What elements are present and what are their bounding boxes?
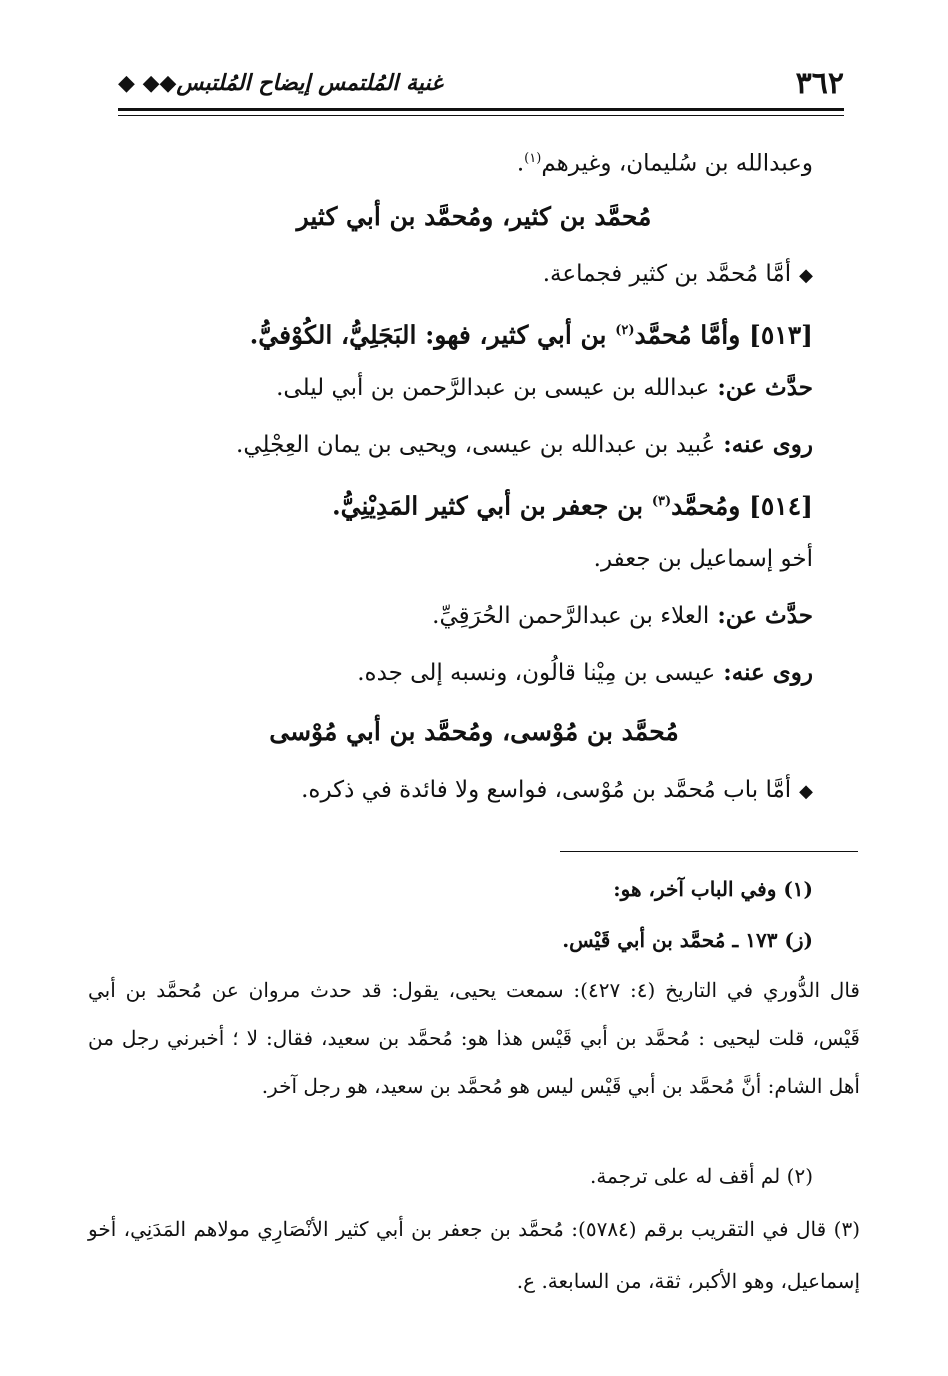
header-rule-thick <box>118 108 844 111</box>
diamond-icon: ◆ <box>799 781 813 802</box>
entry-513-narrated-by: روى عنه: عُبيد بن عبدالله بن عيسى، ويحيى بن يمان العِجْلِي. <box>236 431 813 458</box>
header-rule-thin <box>118 115 844 116</box>
footnote-ref[interactable]: (٣) <box>651 494 672 509</box>
page-number: ٣٦٢ <box>795 66 844 101</box>
footnote-separator <box>560 851 858 852</box>
footnote-3: (٣) قال في التقريب برقم (٥٧٨٤): مُحمَّد بن جعفر بن أبي كثير الأنْصَارِي مولاهم المَدَنِي، أخو إسماعيل، وهو الأكبر، ثقة، من السابعة. ع. <box>88 1217 860 1293</box>
entry-514-note: أخو إسماعيل بن جعفر. <box>593 546 813 572</box>
entry-514-narrated-from: حدَّث عن: العلاء بن عبدالرَّحمن الحُرَقِيِّ. <box>432 602 813 629</box>
section-heading: مُحمَّد بن مُوْسى، ومُحمَّد بن أبي مُوْسى <box>269 717 679 746</box>
bullet-paragraph: ◆أمَّا باب مُحمَّد بن مُوْسى، فواسع ولا فائدة في ذكره. <box>301 777 813 803</box>
entry-title-514: [٥١٤] ومُحمَّد$^{(٣)}$ بن جعفر بن أبي كثير المَدِيْنِيُّ. <box>331 491 813 521</box>
page-header <box>118 62 844 102</box>
footnote-ref[interactable]: (١) <box>524 151 542 166</box>
entry-513-narrated-from: حدَّث عن: عبدالله بن عيسى بن عبدالرَّحمن بن أبي ليلى. <box>276 374 813 401</box>
entry-title-513: [٥١٣] وأمَّا مُحمَّد$^{(٢)}$ بن أبي كثير، فهو: البَجَلِيُّ، الكُوْفيُّ. <box>249 320 813 350</box>
footnote-1-text: قال الدُّوري في التاريخ (٤: ٤٢٧): سمعت يحيى، يقول: قد حدث مروان عن مُحمَّد بن أبي قَيْس، قلت ليحيى : مُحمَّد بن أبي قَيْس هذا هو: مُحمَّد بن سعيد، فقال: لا ؛ أخبرني رجل من أهل الشام: أنَّ مُحمَّد بن أبي قَيْس ليس هو مُحمَّد بن سعيد، هو رجل آخر. <box>88 978 860 1098</box>
entry-514-narrated-by: روى عنه: عيسى بن مِيْنا قالُون، ونسبه إلى جده. <box>357 659 813 686</box>
footnote-2: (٢) لم أقف له على ترجمة. <box>589 1164 813 1188</box>
text-line: وعبدالله بن سُليمان، وغيرهم$^{(١)}$. <box>516 150 813 177</box>
footnote-1: (١) وفي الباب آخر، هو: <box>613 877 813 901</box>
footnote-ref[interactable]: (٢) <box>615 323 635 338</box>
bullet-paragraph: ◆أمَّا مُحمَّد بن كثير فجماعة. <box>542 261 813 287</box>
running-title: غنية المُلتمس إيضاح المُلتبس◆◆ ◆ <box>118 70 443 96</box>
section-heading: مُحمَّد بن كثير، ومُحمَّد بن أبي كثير <box>296 202 652 231</box>
diamond-icon: ◆ <box>799 265 813 286</box>
footnote-1-entry: (ز) ١٧٣ ـ مُحمَّد بن أبي قَيْس. <box>562 928 813 952</box>
